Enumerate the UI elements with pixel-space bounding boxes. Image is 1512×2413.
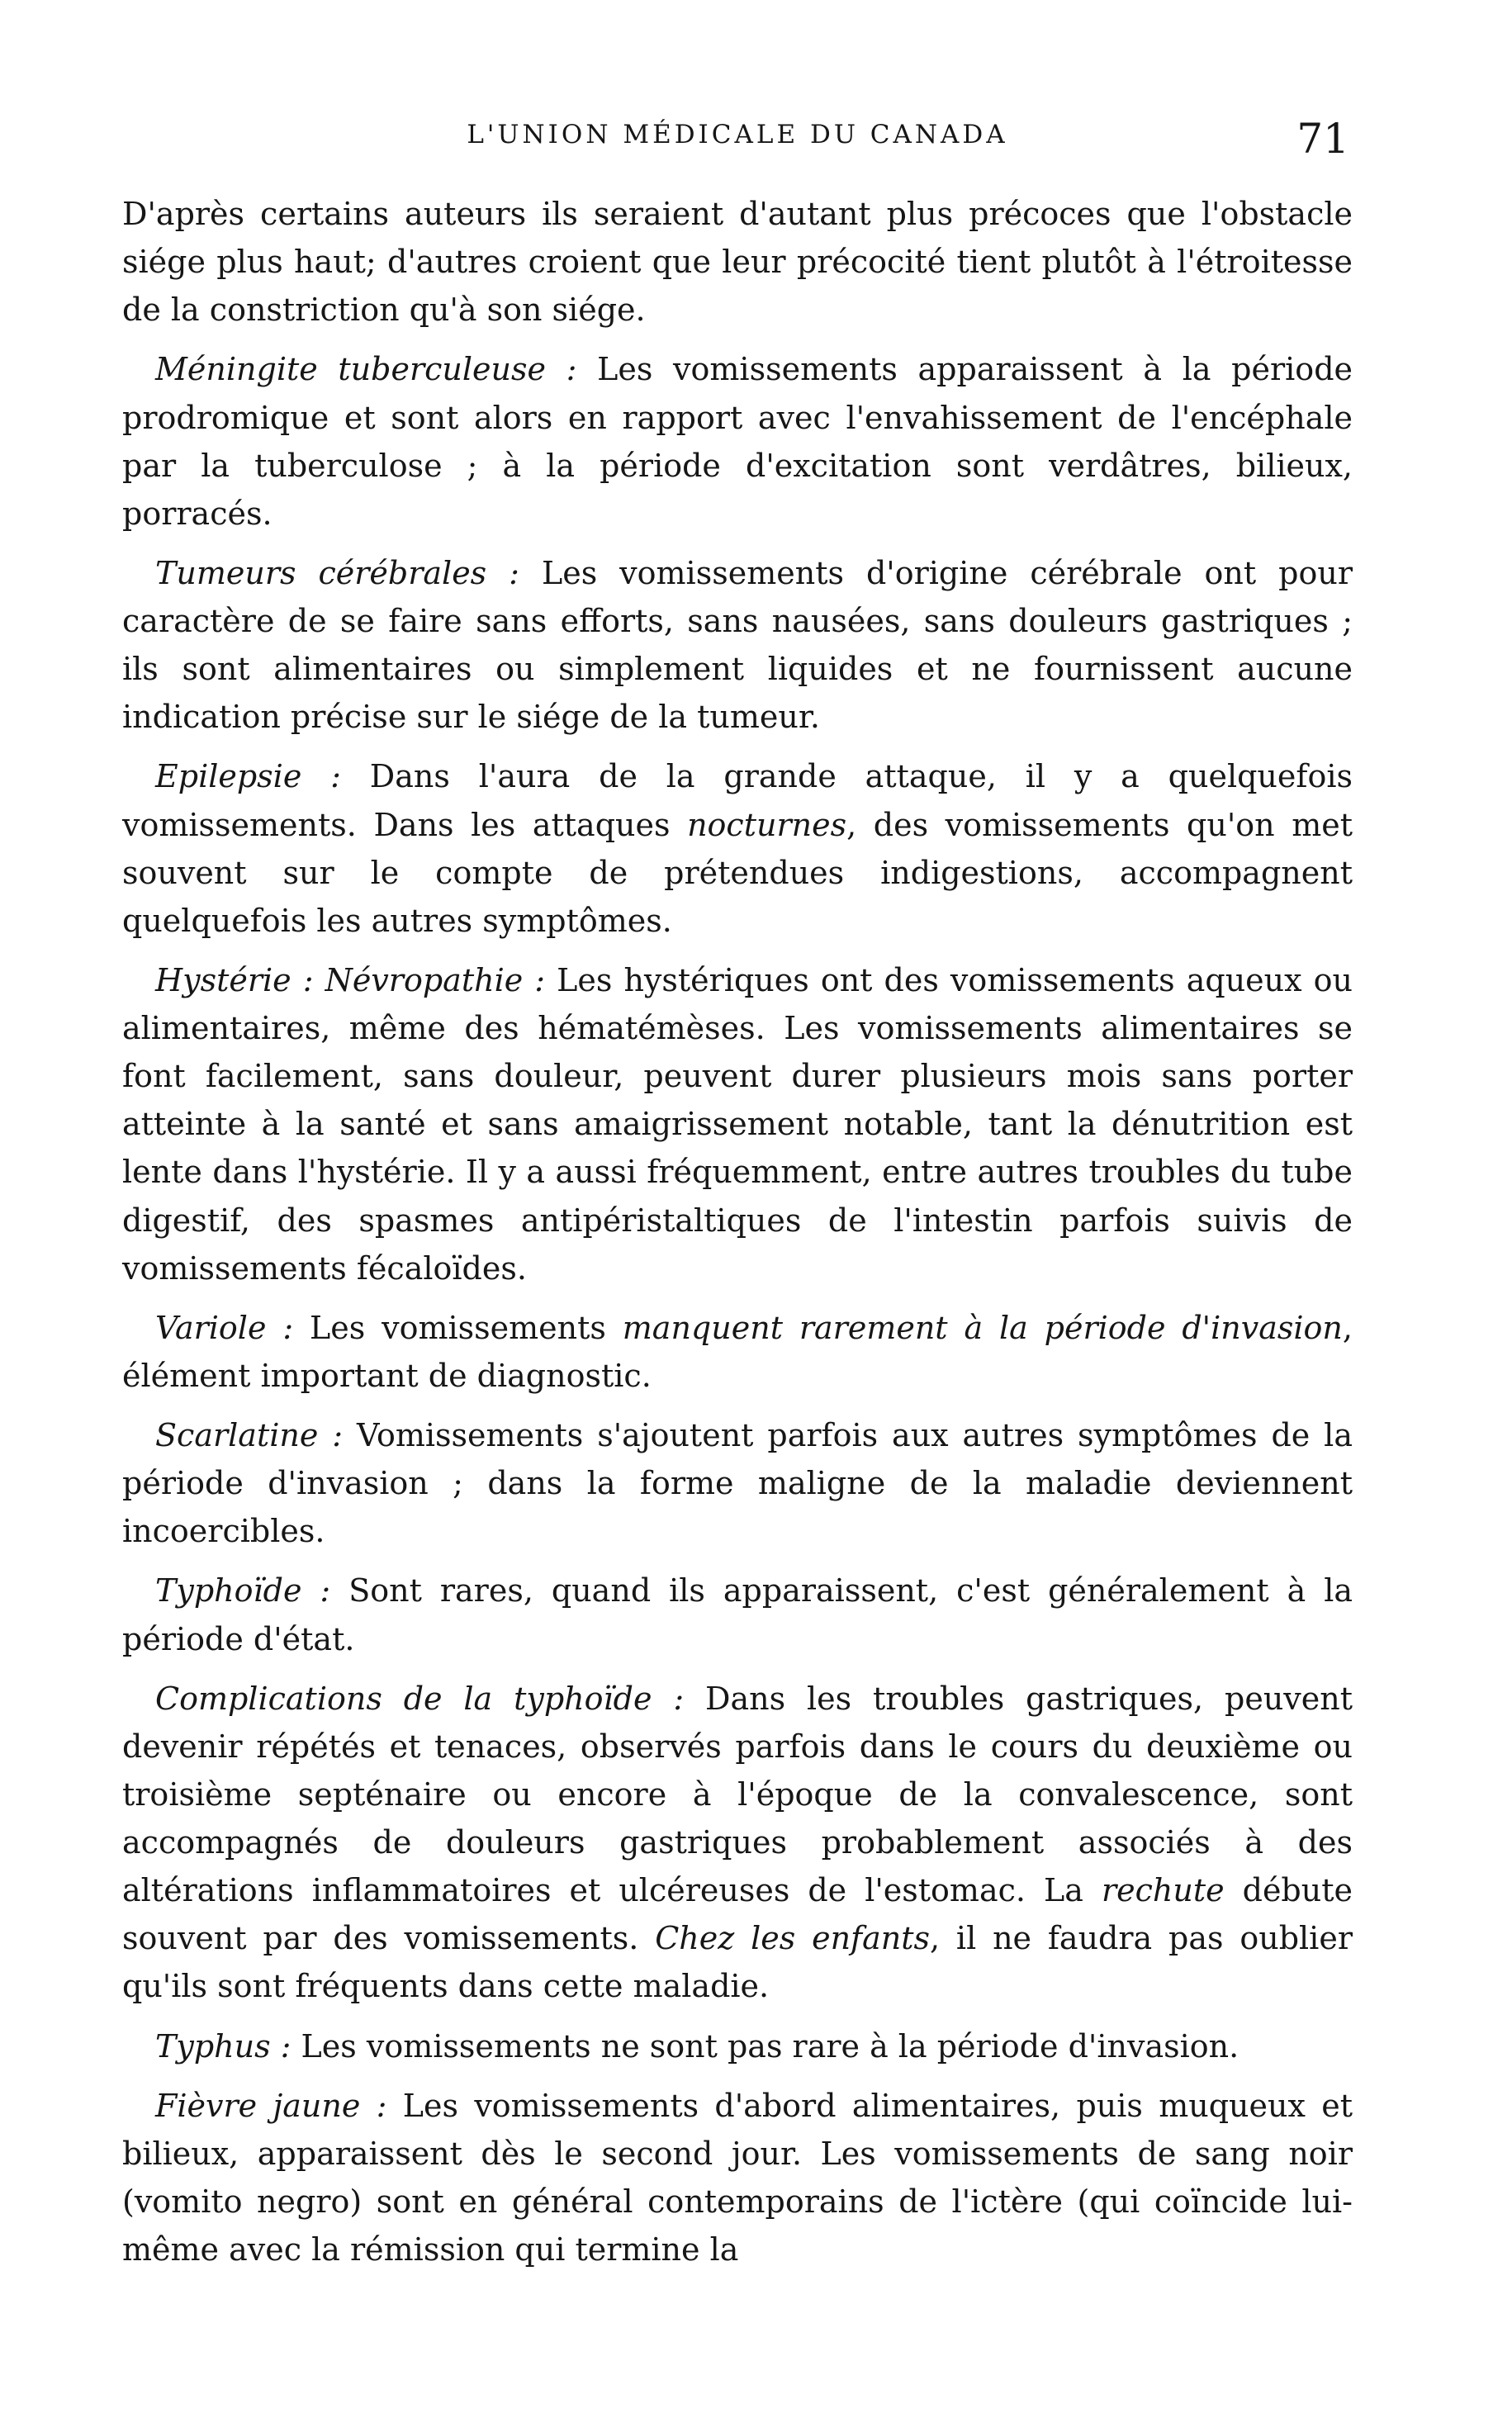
emphasis: manquent rarement à la période d'invasion: [622, 1309, 1343, 1346]
paragraph-text: , il ne faudra pas oublier qu'ils sont fréquents dans cette maladie.: [122, 1920, 1353, 2005]
rubric: Typhoïde :: [155, 1572, 331, 1609]
paragraph-intro: [122, 190, 1353, 334]
rubric: Hystérie : Névropathie :: [155, 961, 546, 998]
paragraph-text: débute souvent par des vomissements.: [122, 1872, 1353, 1957]
emphasis: nocturnes: [687, 806, 847, 843]
paragraph-scarlatine: [122, 1411, 1353, 1555]
paragraph-variole: [122, 1304, 1353, 1400]
emphasis: rechute: [1101, 1872, 1225, 1909]
rubric: Fièvre jaune :: [155, 2087, 387, 2124]
paragraph-hysterie: [122, 956, 1353, 1292]
paragraph-complications: [122, 1675, 1353, 2011]
running-head: [122, 116, 1353, 165]
paragraph-text: Les hystériques ont des vomissements aqueux ou alimentaires, même des hématémèses. Les vomissements alimentaires se font facilement, sans douleur, peuvent durer plusieurs mois sans porter atteinte à la santé et sans amaigrissement notable, tant la dénutrition est lente dans l'hystérie. Il y a aussi fréquemment, entre autres troubles du tube digestif, des spasmes antipéristaltiques de l'intestin parfois suivis de vomissements fécaloïdes.: [122, 961, 1353, 1287]
paragraph-text: Les vomissements: [293, 1309, 623, 1346]
rubric: Méningite tuberculeuse :: [155, 351, 577, 388]
rubric: Typhus :: [155, 2027, 291, 2065]
paragraph-meningite: [122, 345, 1353, 538]
paragraph-text: Sont rares, quand ils apparaissent, c'est généralement à la période d'état.: [122, 1572, 1353, 1657]
paragraph-text: , des vomissements qu'on met souvent sur le compte de prétendues indigestions, accompagnent quelquefois les autres symptômes.: [122, 806, 1353, 939]
paragraph-text: D'après certains auteurs ils seraient d'autant plus précoces que l'obstacle siége plus haut; d'autres croient que leur précocité tient plutôt à l'étroitesse de la constriction qu'à son siége.: [122, 196, 1353, 329]
paragraph-tumeurs: [122, 549, 1353, 742]
paragraph-typhoide: [122, 1567, 1353, 1662]
paragraph-text: Dans les troubles gastriques, peuvent devenir répétés et tenaces, observés parfois dans le cours du deuxième ou troisième septénaire ou encore à l'époque de la convalescence, sont accompagnés de douleurs gastriques probablement associés à des altérations inflammatoires et ulcéreuses de l'estomac. La: [122, 1680, 1353, 1909]
journal-title: L'UNION MÉDICALE DU CANADA: [467, 120, 1008, 149]
paragraph-text: , élément important de diagnostic.: [122, 1309, 1353, 1394]
page-number: 71: [1296, 115, 1349, 163]
paragraph-text: Dans l'aura de la grande attaque, il y a quelquefois vomissements. Dans les attaques: [122, 758, 1353, 843]
emphasis: Chez les enfants: [655, 1920, 931, 1957]
paragraph-text: Les vomissements d'origine cérébrale ont pour caractère de se faire sans efforts, sans nausées, sans douleurs gastriques ; ils sont alimentaires ou simplement liquides et ne fournissent aucune indication précise sur le siége de la tumeur.: [122, 554, 1353, 736]
paragraph-text: Les vomissements ne sont pas rare à la période d'invasion.: [291, 2027, 1239, 2065]
paragraph-text: Vomissements s'ajoutent parfois aux autres symptômes de la période d'invasion ; dans la forme maligne de la maladie deviennent incoercibles.: [122, 1417, 1353, 1550]
rubric: Variole :: [155, 1309, 294, 1346]
paragraph-epilepsie: [122, 752, 1353, 945]
page: [122, 116, 1353, 2273]
paragraph-fievre-jaune: [122, 2082, 1353, 2274]
rubric: Epilepsie :: [155, 758, 341, 795]
rubric: Tumeurs cérébrales :: [155, 554, 519, 591]
paragraph-typhus: [122, 2022, 1353, 2070]
rubric: Scarlatine :: [155, 1417, 344, 1453]
paragraph-text: Les vomissements apparaissent à la période prodromique et sont alors en rapport avec l'envahissement de l'encéphale par la tuberculose ; à la période d'excitation sont verdâtres, bilieux, porracés.: [122, 351, 1353, 532]
paragraph-text: Les vomissements d'abord alimentaires, puis muqueux et bilieux, apparaissent dès le second jour. Les vomissements de sang noir (vomito negro) sont en général contemporains de l'ictère (qui coïncide lui-même avec la rémission qui termine la: [122, 2087, 1353, 2268]
rubric: Complications de la typhoïde :: [155, 1680, 685, 1717]
